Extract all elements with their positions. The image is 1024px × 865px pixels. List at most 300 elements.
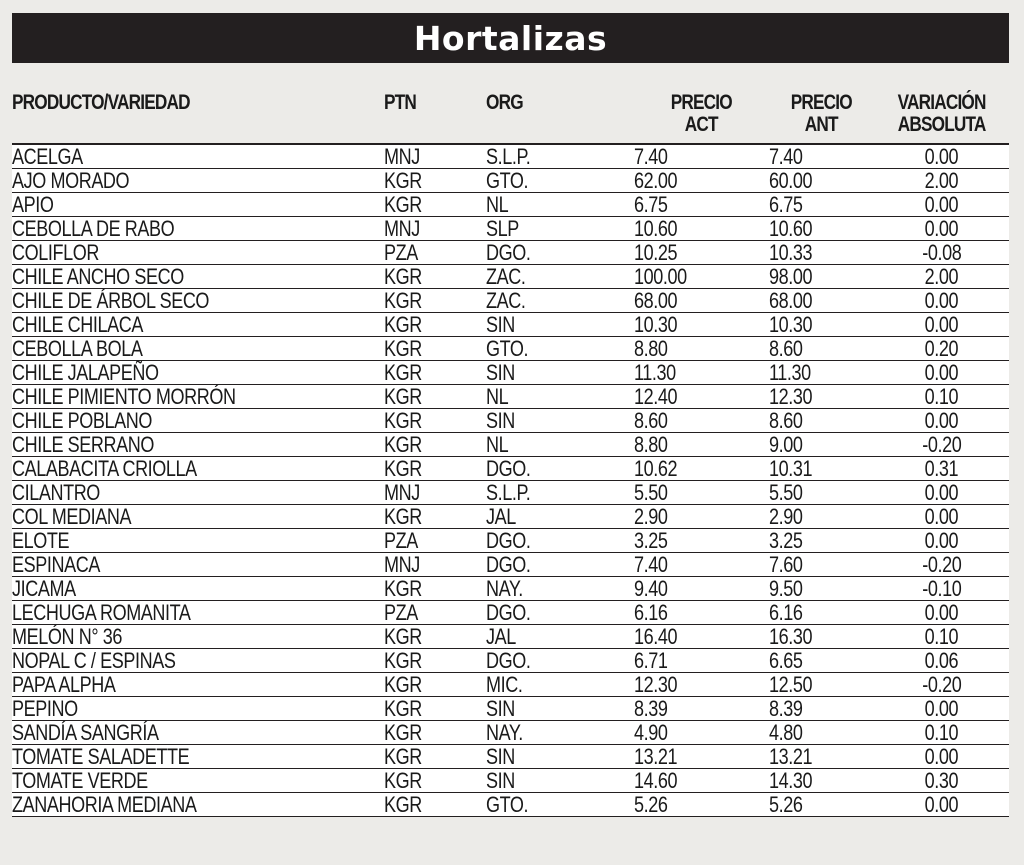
cell-product-text: PEPINO [12,696,78,721]
cell-precio-act-text: 14.60 [634,768,678,793]
cell-precio-act-text: 16.40 [634,624,678,649]
cell-ptn [384,721,486,745]
cell-product-text: COLIFLOR [12,240,99,265]
cell-ptn [384,433,486,457]
cell-precio-act [634,385,769,409]
cell-variacion-text: 0.00 [924,144,959,169]
cell-org-text: NL [486,432,509,457]
cell-precio-act-text: 7.40 [634,552,668,577]
cell-org [486,529,634,553]
cell-ptn-text: KGR [384,312,422,337]
cell-variacion [874,313,1009,337]
cell-precio-act-text: 8.80 [634,336,668,361]
header-precio-act-label [671,92,732,136]
table-row [12,601,1009,625]
header-precio-ant-label [791,92,852,136]
cell-ptn-text: KGR [384,408,422,433]
table-row [12,721,1009,745]
cell-precio-act [634,144,769,169]
cell-product [12,697,384,721]
cell-precio-act-text: 10.60 [634,216,678,241]
cell-precio-ant-text: 10.31 [769,456,813,481]
cell-variacion-text: 0.00 [924,480,959,505]
cell-ptn [384,193,486,217]
cell-product [12,793,384,817]
cell-variacion [874,289,1009,313]
cell-precio-ant-text: 2.90 [769,504,803,529]
cell-product [12,601,384,625]
cell-precio-act-text: 100.00 [634,264,687,289]
cell-variacion [874,529,1009,553]
cell-variacion-text: 0.00 [924,744,959,769]
cell-ptn-text: KGR [384,720,422,745]
table-row [12,217,1009,241]
header-precio-ant-line1: PRECIO [790,91,853,114]
table-header [12,90,1009,144]
cell-variacion [874,649,1009,673]
cell-ptn [384,673,486,697]
header-variacion [874,90,1009,144]
cell-product-text: ACELGA [12,144,83,169]
cell-org [486,265,634,289]
cell-ptn-text: KGR [384,336,422,361]
table-row [12,337,1009,361]
cell-org [486,745,634,769]
cell-precio-act-text: 5.26 [634,792,668,817]
cell-ptn [384,697,486,721]
cell-variacion-text: 0.00 [924,216,959,241]
cell-org [486,553,634,577]
table-row [12,433,1009,457]
cell-product-text: ELOTE [12,528,70,553]
cell-org-text: DGO. [486,600,531,625]
cell-variacion [874,697,1009,721]
cell-org [486,193,634,217]
cell-product [12,481,384,505]
cell-variacion-text: 0.06 [924,648,959,673]
cell-org-text: GTO. [486,336,529,361]
cell-product [12,144,384,169]
cell-org [486,169,634,193]
cell-org-text: SIN [486,696,515,721]
cell-precio-act-text: 13.21 [634,744,678,769]
cell-org [486,385,634,409]
cell-product [12,553,384,577]
cell-precio-act-text: 6.16 [634,600,668,625]
cell-product-text: CHILE ANCHO SECO [12,264,184,289]
cell-precio-act-text: 12.30 [634,672,678,697]
header-product [12,90,384,144]
cell-product [12,457,384,481]
cell-precio-act-text: 62.00 [634,168,678,193]
cell-variacion [874,769,1009,793]
table-row [12,625,1009,649]
cell-ptn-text: KGR [384,672,422,697]
cell-precio-act [634,577,769,601]
cell-precio-act [634,265,769,289]
cell-precio-act [634,193,769,217]
cell-product [12,169,384,193]
cell-org [486,769,634,793]
cell-product [12,337,384,361]
table-row [12,793,1009,817]
cell-precio-ant [769,745,874,769]
cell-ptn-text: KGR [384,504,422,529]
cell-precio-ant-text: 8.60 [769,336,803,361]
cell-product [12,193,384,217]
cell-ptn-text: KGR [384,624,422,649]
cell-org-text: DGO. [486,648,531,673]
cell-precio-ant-text: 3.25 [769,528,803,553]
cell-variacion [874,409,1009,433]
cell-product [12,625,384,649]
cell-variacion [874,673,1009,697]
cell-ptn-text: KGR [384,744,422,769]
cell-product [12,409,384,433]
cell-precio-act [634,481,769,505]
cell-product-text: CILANTRO [12,480,100,505]
cell-precio-act [634,745,769,769]
cell-variacion-text: 2.00 [924,168,959,193]
cell-product-text: COL MEDIANA [12,504,132,529]
cell-variacion-text: 0.10 [924,720,959,745]
cell-variacion [874,385,1009,409]
cell-variacion-text: 0.00 [924,312,959,337]
table-row [12,313,1009,337]
cell-org [486,313,634,337]
cell-org-text: JAL [486,504,516,529]
cell-precio-ant-text: 12.30 [769,384,813,409]
cell-org-text: DGO. [486,552,531,577]
cell-variacion-text: -0.10 [921,576,962,601]
cell-org-text: ZAC. [486,288,526,313]
cell-product-text: CHILE PIMIENTO MORRÓN [12,384,236,409]
table-row [12,169,1009,193]
cell-variacion [874,433,1009,457]
cell-ptn-text: MNJ [384,216,420,241]
cell-product [12,433,384,457]
cell-variacion-text: 0.10 [924,384,959,409]
cell-org [486,625,634,649]
cell-variacion-text: 0.00 [924,288,959,313]
cell-ptn [384,313,486,337]
cell-product-text: ZANAHORIA MEDIANA [12,792,197,817]
header-precio-act-line1: PRECIO [670,91,733,114]
cell-org [486,144,634,169]
cell-ptn-text: MNJ [384,480,420,505]
cell-variacion [874,721,1009,745]
cell-precio-ant-text: 10.60 [769,216,813,241]
cell-precio-ant-text: 10.30 [769,312,813,337]
cell-variacion [874,481,1009,505]
cell-variacion-text: -0.08 [921,240,962,265]
cell-variacion [874,337,1009,361]
cell-org-text: NAY. [486,720,523,745]
cell-precio-ant-text: 7.60 [769,552,803,577]
table-row [12,385,1009,409]
header-precio-act-line2: ACT [685,113,718,136]
cell-variacion [874,193,1009,217]
cell-variacion [874,217,1009,241]
table-row [12,289,1009,313]
cell-precio-ant [769,529,874,553]
cell-precio-ant [769,697,874,721]
cell-org-text: GTO. [486,168,529,193]
cell-precio-act [634,169,769,193]
cell-org-text: MIC. [486,672,523,697]
cell-product-text: APIO [12,192,54,217]
title-bar [12,13,1009,63]
cell-precio-act [634,721,769,745]
cell-product [12,769,384,793]
cell-ptn [384,217,486,241]
cell-ptn [384,457,486,481]
cell-variacion-text: 0.00 [924,528,959,553]
cell-precio-act-text: 10.25 [634,240,678,265]
cell-precio-ant [769,649,874,673]
header-row [12,90,1009,144]
cell-variacion-text: 0.00 [924,696,959,721]
cell-product [12,577,384,601]
cell-precio-ant [769,144,874,169]
cell-product [12,529,384,553]
cell-product-text: ESPINACA [12,552,100,577]
cell-org-text: S.L.P. [486,144,531,169]
cell-org-text: S.L.P. [486,480,531,505]
cell-product [12,217,384,241]
cell-ptn [384,481,486,505]
cell-precio-ant-text: 6.75 [769,192,803,217]
cell-org-text: NL [486,384,509,409]
cell-precio-ant [769,481,874,505]
cell-variacion [874,625,1009,649]
cell-precio-act [634,409,769,433]
cell-org-text: GTO. [486,792,529,817]
cell-precio-act-text: 9.40 [634,576,668,601]
cell-ptn-text: KGR [384,384,422,409]
cell-precio-act [634,241,769,265]
cell-precio-act-text: 12.40 [634,384,678,409]
cell-ptn [384,769,486,793]
cell-ptn [384,649,486,673]
cell-precio-act [634,793,769,817]
cell-precio-act-text: 10.30 [634,312,678,337]
cell-variacion-text: -0.20 [921,432,962,457]
table-row [12,481,1009,505]
cell-org-text: DGO. [486,456,531,481]
cell-precio-ant-text: 9.00 [769,432,803,457]
cell-variacion-text: 0.00 [924,504,959,529]
cell-variacion [874,241,1009,265]
cell-variacion [874,505,1009,529]
cell-product [12,721,384,745]
cell-ptn [384,625,486,649]
cell-product [12,385,384,409]
cell-variacion-text: 0.00 [924,408,959,433]
cell-ptn [384,409,486,433]
cell-precio-act-text: 4.90 [634,720,668,745]
cell-precio-ant-text: 8.60 [769,408,803,433]
cell-precio-ant-text: 12.50 [769,672,813,697]
cell-ptn-text: KGR [384,576,422,601]
cell-precio-ant [769,217,874,241]
cell-precio-act-text: 7.40 [634,144,668,169]
cell-precio-ant [769,169,874,193]
cell-org [486,361,634,385]
cell-precio-ant [769,793,874,817]
cell-ptn-text: KGR [384,768,422,793]
table-row [12,769,1009,793]
cell-org-text: SIN [486,408,515,433]
header-precio-ant-line2: ANT [805,113,838,136]
cell-precio-act [634,529,769,553]
cell-precio-ant [769,385,874,409]
table-row [12,577,1009,601]
cell-ptn [384,169,486,193]
cell-precio-act [634,697,769,721]
cell-org-text: JAL [486,624,516,649]
cell-ptn [384,144,486,169]
table-row [12,697,1009,721]
cell-precio-act [634,601,769,625]
cell-precio-act [634,769,769,793]
cell-variacion-text: 0.20 [924,336,959,361]
cell-precio-ant [769,457,874,481]
cell-ptn-text: KGR [384,192,422,217]
cell-variacion [874,793,1009,817]
cell-org [486,337,634,361]
cell-variacion [874,553,1009,577]
cell-ptn [384,529,486,553]
cell-ptn-text: KGR [384,288,422,313]
cell-precio-ant-text: 10.33 [769,240,813,265]
cell-ptn-text: MNJ [384,552,420,577]
header-product-label: PRODUCTO/VARIEDAD [12,91,190,114]
cell-org-text: DGO. [486,240,531,265]
cell-ptn [384,745,486,769]
cell-ptn-text: MNJ [384,144,420,169]
cell-variacion [874,361,1009,385]
cell-product [12,313,384,337]
cell-precio-act-text: 8.80 [634,432,668,457]
cell-variacion-text: 0.00 [924,192,959,217]
cell-precio-ant-text: 60.00 [769,168,813,193]
price-table [12,90,1009,817]
cell-precio-ant-text: 5.26 [769,792,803,817]
cell-precio-ant [769,505,874,529]
cell-precio-act [634,457,769,481]
cell-ptn-text: PZA [384,240,418,265]
cell-product-text: CHILE CHILACA [12,312,144,337]
table-row [12,673,1009,697]
cell-precio-act [634,361,769,385]
cell-ptn [384,577,486,601]
cell-org [486,505,634,529]
cell-precio-ant-text: 98.00 [769,264,813,289]
cell-precio-ant [769,433,874,457]
cell-org-text: NL [486,192,509,217]
cell-precio-act [634,673,769,697]
cell-product [12,361,384,385]
cell-precio-act [634,553,769,577]
cell-precio-act-text: 3.25 [634,528,668,553]
cell-ptn-text: KGR [384,792,422,817]
cell-precio-ant [769,721,874,745]
cell-precio-ant-text: 6.65 [769,648,803,673]
cell-product-text: PAPA ALPHA [12,672,116,697]
header-variacion-label [898,92,986,136]
cell-product [12,265,384,289]
cell-precio-ant-text: 9.50 [769,576,803,601]
cell-product-text: JICAMA [12,576,76,601]
cell-org [486,649,634,673]
table-row [12,193,1009,217]
cell-org [486,217,634,241]
cell-org [486,409,634,433]
cell-org [486,457,634,481]
table-row [12,649,1009,673]
cell-ptn-text: KGR [384,168,422,193]
cell-product-text: CHILE JALAPEÑO [12,360,159,385]
table-row [12,361,1009,385]
cell-product-text: CEBOLLA DE RABO [12,216,175,241]
cell-org [486,673,634,697]
cell-ptn-text: KGR [384,432,422,457]
cell-precio-ant [769,337,874,361]
cell-product [12,745,384,769]
cell-precio-act [634,625,769,649]
cell-variacion [874,169,1009,193]
table-row [12,553,1009,577]
cell-precio-ant [769,769,874,793]
cell-precio-ant-text: 7.40 [769,144,803,169]
cell-precio-ant-text: 68.00 [769,288,813,313]
cell-precio-ant [769,241,874,265]
cell-ptn-text: KGR [384,696,422,721]
cell-variacion-text: -0.20 [921,672,962,697]
header-variacion-line1: VARIACIÓN [897,91,986,114]
cell-precio-act [634,313,769,337]
cell-precio-act-text: 8.60 [634,408,668,433]
cell-org-text: SIN [486,312,515,337]
header-precio-act [634,90,769,144]
cell-org-text: DGO. [486,528,531,553]
cell-product-text: CEBOLLA BOLA [12,336,143,361]
cell-variacion-text: 0.00 [924,600,959,625]
header-org [486,90,634,144]
table-row [12,144,1009,169]
cell-product-text: CHILE SERRANO [12,432,155,457]
cell-precio-act [634,337,769,361]
cell-product-text: NOPAL C / ESPINAS [12,648,176,673]
cell-org-text: SIN [486,744,515,769]
cell-org [486,601,634,625]
cell-precio-act-text: 68.00 [634,288,678,313]
cell-ptn [384,241,486,265]
header-ptn-label: PTN [384,91,416,114]
cell-variacion [874,601,1009,625]
header-variacion-line2: ABSOLUTA [897,113,986,136]
cell-ptn [384,553,486,577]
cell-org [486,577,634,601]
cell-precio-ant [769,265,874,289]
cell-precio-ant [769,577,874,601]
cell-variacion-text: -0.20 [921,552,962,577]
cell-org [486,289,634,313]
table-row [12,505,1009,529]
cell-precio-ant-text: 5.50 [769,480,803,505]
cell-variacion [874,144,1009,169]
